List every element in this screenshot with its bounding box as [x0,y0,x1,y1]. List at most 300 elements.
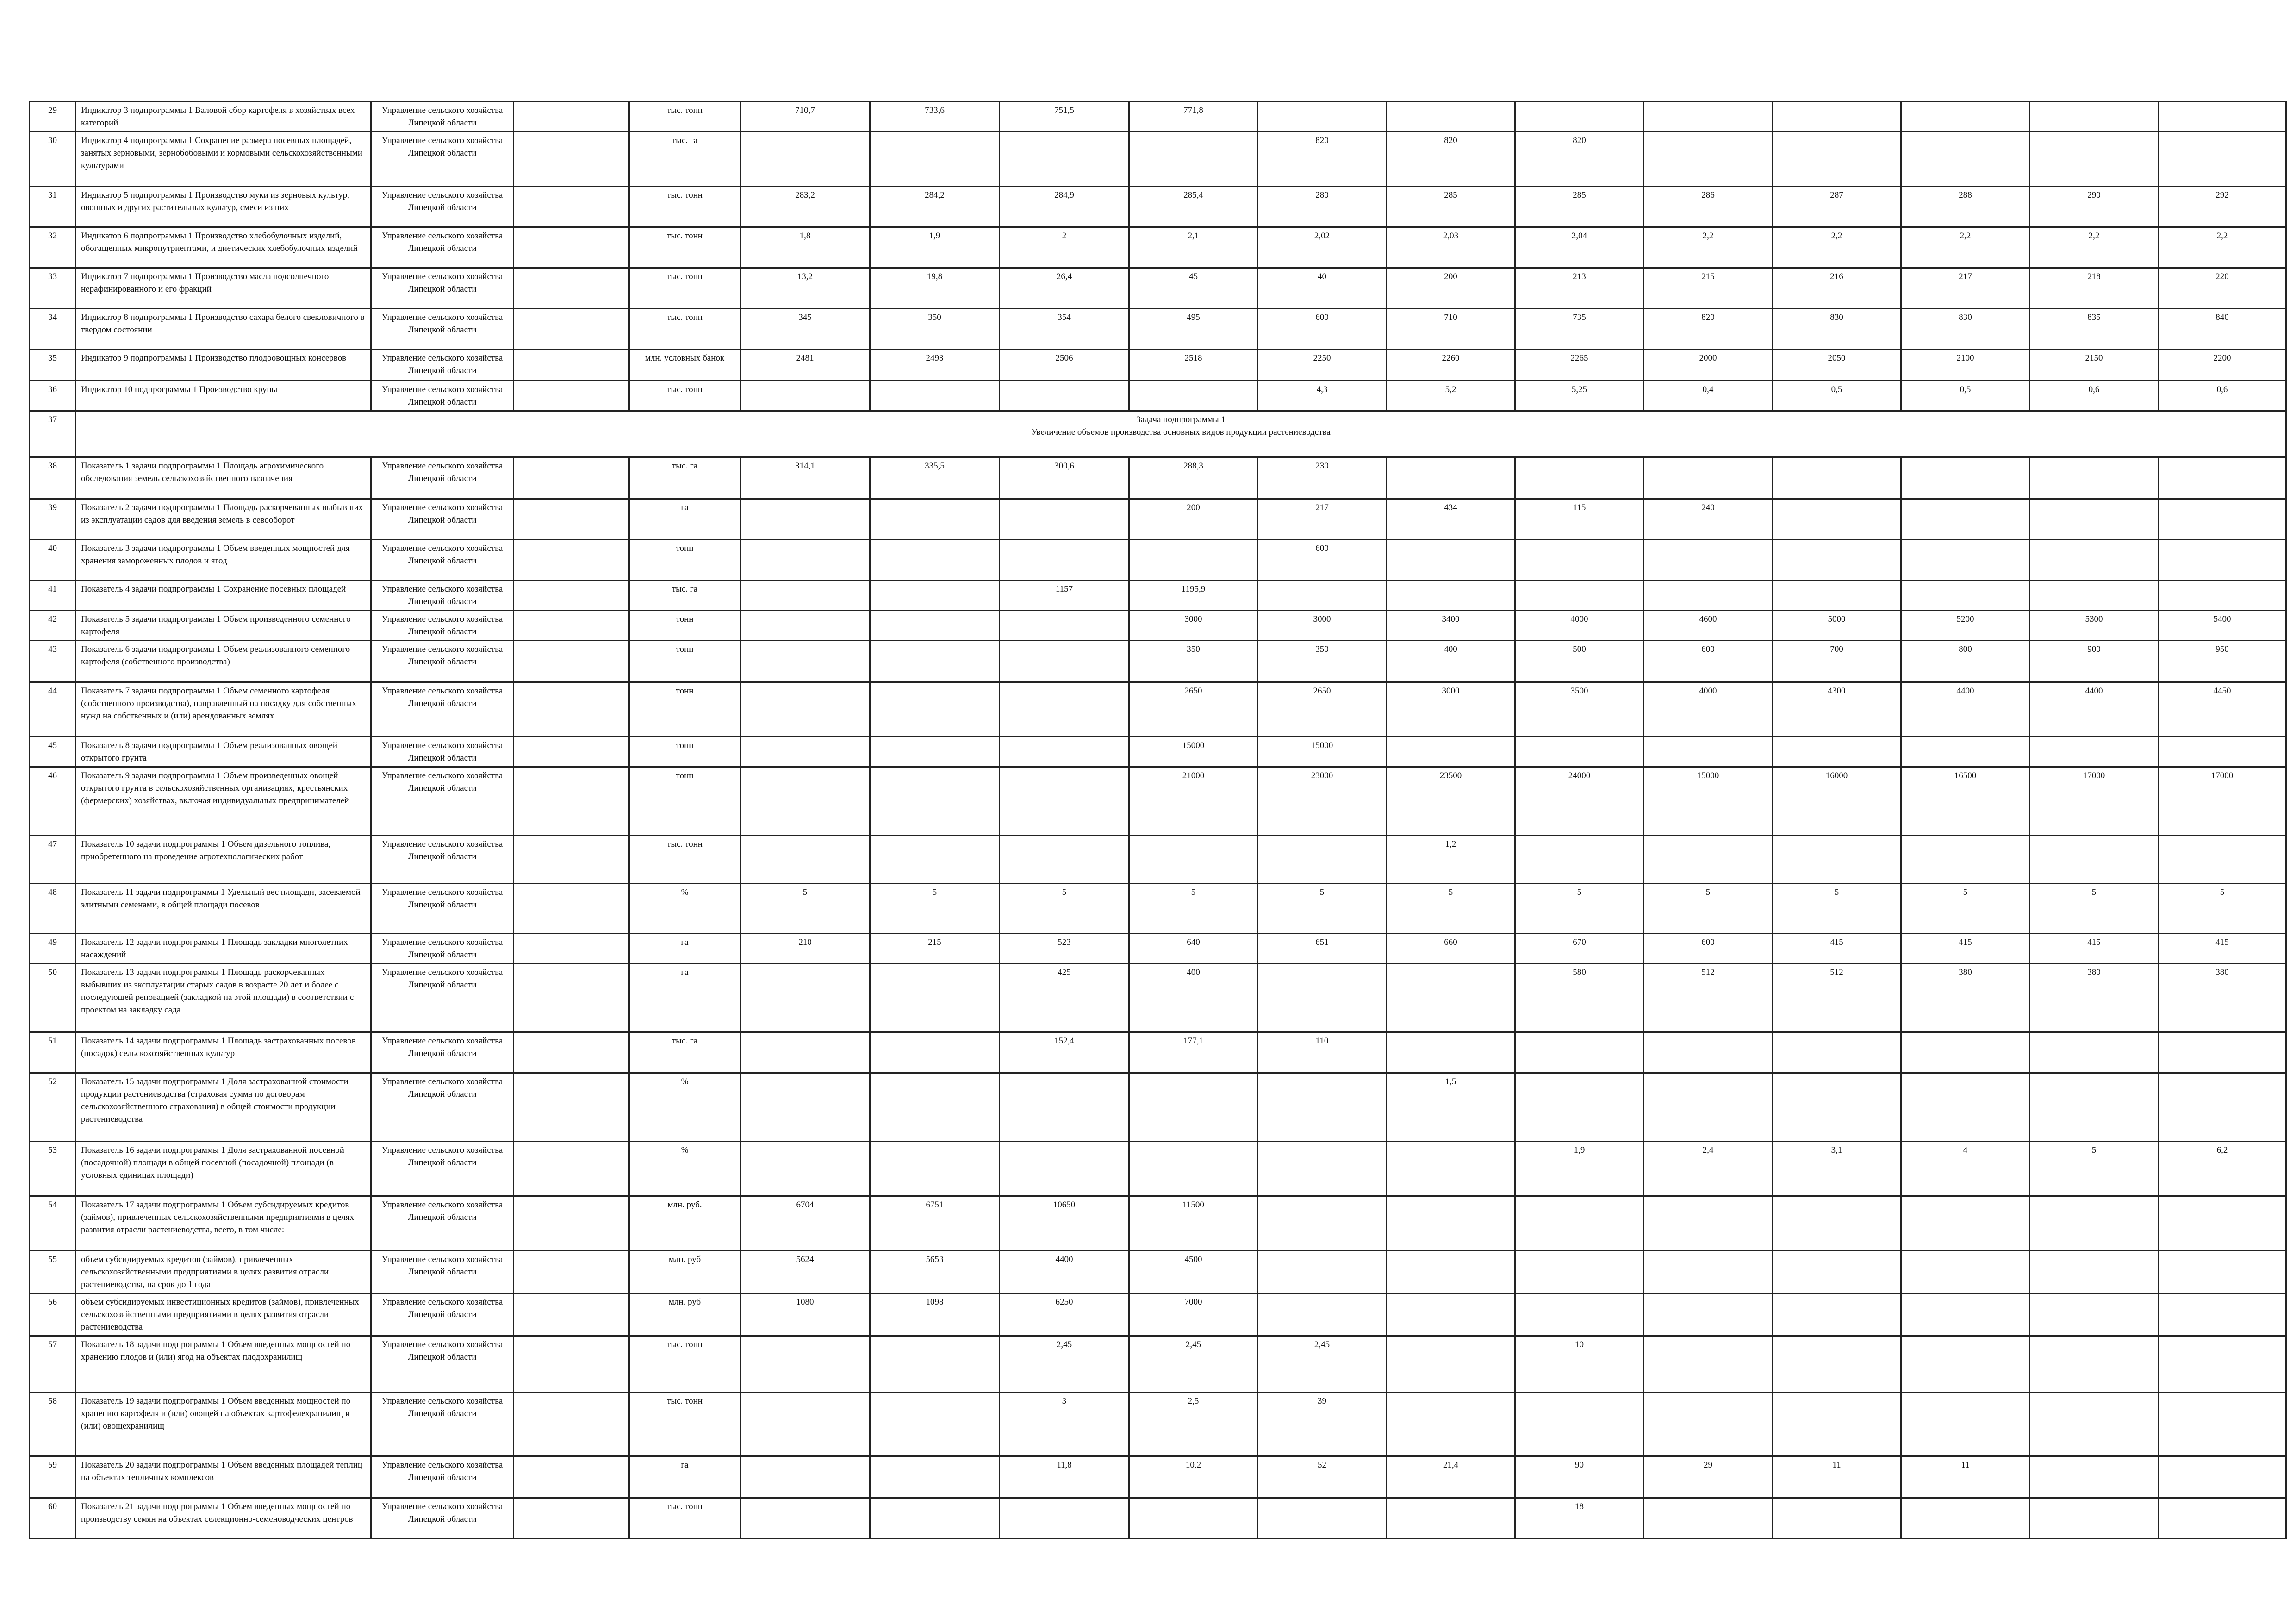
value-cell: 2,5 [1129,1393,1258,1456]
indicator-name: Показатель 17 задачи подпрограммы 1 Объем субсидируемых кредитов (займов), привлеченных сельскохозяйственными предприятиями в целях развития отрасли растениеводства, всего, в том числе: [76,1196,371,1251]
row-number: 39 [30,499,76,540]
value-cell [2159,457,2286,499]
table-row [30,457,2286,499]
value-cell: 415 [2030,934,2159,964]
empty-cell [514,1142,629,1196]
value-cell: 733,6 [870,102,1000,132]
value-cell [1129,381,1258,411]
value-cell: 0,5 [1901,381,2030,411]
value-cell [1901,1251,2030,1293]
value-cell: 350 [1258,641,1387,682]
value-cell [870,641,1000,682]
value-cell: 6250 [1000,1293,1129,1336]
value-cell [1258,1142,1387,1196]
unit-of-measure: млн. руб. [629,1196,740,1251]
value-cell: 5 [1773,884,1901,934]
empty-cell [514,964,629,1032]
value-cell: 512 [1773,964,1901,1032]
value-cell [1258,1196,1387,1251]
value-cell [1000,641,1129,682]
value-cell: 15000 [1258,737,1387,767]
responsible-org: Управление сельского хозяйства Липецкой области [371,1336,514,1393]
value-cell: 2,45 [1000,1336,1129,1393]
value-cell: 292 [2159,187,2286,227]
responsible-org: Управление сельского хозяйства Липецкой области [371,1196,514,1251]
value-cell: 2100 [1901,350,2030,381]
value-cell: 90 [1515,1456,1644,1498]
indicator-name: Показатель 21 задачи подпрограммы 1 Объем введенных мощностей по производству семян на объектах селекционно-семеноводческих центров [76,1498,371,1539]
value-cell: 2,04 [1515,227,1644,268]
value-cell: 640 [1129,934,1258,964]
value-cell [1258,1251,1387,1293]
value-cell: 3400 [1387,611,1515,641]
table-row [30,1336,2286,1393]
value-cell: 3000 [1387,682,1515,737]
unit-of-measure: тыс. тонн [629,227,740,268]
value-cell [1773,540,1901,581]
value-cell [1901,581,2030,611]
value-cell: 5 [1901,884,2030,934]
value-cell: 1,9 [870,227,1000,268]
responsible-org: Управление сельского хозяйства Липецкой области [371,1456,514,1498]
value-cell: 380 [2159,964,2286,1032]
unit-of-measure: тыс. тонн [629,187,740,227]
indicator-name: Показатель 2 задачи подпрограммы 1 Площадь раскорчеванных выбывших из эксплуатации садов для введения земель в севооборот [76,499,371,540]
responsible-org: Управление сельского хозяйства Липецкой области [371,381,514,411]
responsible-org: Управление сельского хозяйства Липецкой области [371,187,514,227]
value-cell [1387,737,1515,767]
value-cell: 4300 [1773,682,1901,737]
value-cell: 17000 [2159,767,2286,836]
unit-of-measure: тыс. тонн [629,1393,740,1456]
value-cell: 350 [1129,641,1258,682]
value-cell: 0,5 [1773,381,1901,411]
value-cell: 5 [870,884,1000,934]
value-cell [1515,581,1644,611]
value-cell: 288,3 [1129,457,1258,499]
responsible-org: Управление сельского хозяйства Липецкой области [371,836,514,884]
unit-of-measure: % [629,1073,740,1142]
value-cell [1644,1293,1773,1336]
value-cell [740,964,870,1032]
value-cell [1901,1498,2030,1539]
empty-cell [514,309,629,350]
value-cell [2159,1196,2286,1251]
value-cell [740,682,870,737]
table-row [30,1032,2286,1073]
value-cell: 4500 [1129,1251,1258,1293]
value-cell [740,641,870,682]
value-cell [2030,132,2159,187]
value-cell [1901,737,2030,767]
value-cell [1258,1293,1387,1336]
value-cell: 110 [1258,1032,1387,1073]
value-cell [1515,1032,1644,1073]
empty-cell [514,581,629,611]
value-cell [2159,132,2286,187]
value-cell [1644,836,1773,884]
value-cell: 6704 [740,1196,870,1251]
indicator-name: Показатель 9 задачи подпрограммы 1 Объем произведенных овощей открытого грунта в сельскохозяйственных организациях, крестьянских (фермерских) хозяйствах, включая индивидуальных предпринимателей [76,767,371,836]
value-cell [1000,1498,1129,1539]
value-cell: 5000 [1773,611,1901,641]
value-cell: 2150 [2030,350,2159,381]
value-cell [1901,1196,2030,1251]
value-cell [2159,1032,2286,1073]
value-cell: 830 [1773,309,1901,350]
value-cell [1000,1073,1129,1142]
value-cell [1515,1196,1644,1251]
value-cell: 5 [740,884,870,934]
indicator-name: Показатель 3 задачи подпрограммы 1 Объем введенных мощностей для хранения замороженных плодов и ягод [76,540,371,581]
value-cell [2030,1251,2159,1293]
row-number: 45 [30,737,76,767]
indicator-name: Показатель 15 задачи подпрограммы 1 Доля застрахованной стоимости продукции растениеводства (страховая сумма по договорам сельскохозяйственного страхования) в общей стоимости продукции растениеводства [76,1073,371,1142]
value-cell [1773,1336,1901,1393]
empty-cell [514,1456,629,1498]
unit-of-measure: тонн [629,540,740,581]
value-cell: 5 [2159,884,2286,934]
value-cell: 5 [2030,1142,2159,1196]
value-cell: 415 [2159,934,2286,964]
value-cell [740,1393,870,1456]
indicator-name: Индикатор 5 подпрограммы 1 Производство муки из зерновых культур, овощных и других растительных культур, смеси из них [76,187,371,227]
value-cell: 240 [1644,499,1773,540]
unit-of-measure: % [629,884,740,934]
value-cell [1901,1393,2030,1456]
value-cell [1901,836,2030,884]
responsible-org: Управление сельского хозяйства Липецкой области [371,499,514,540]
value-cell: 354 [1000,309,1129,350]
value-cell: 19,8 [870,268,1000,309]
value-cell [1773,1393,1901,1456]
empty-cell [514,227,629,268]
value-cell: 6751 [870,1196,1000,1251]
value-cell [2030,1073,2159,1142]
indicator-name: Показатель 13 задачи подпрограммы 1 Площадь раскорчеванных выбывших из эксплуатации старых садов в возрасте 20 лет и более с последующей реновацией (закладкой на этой площади) в соответствии с проектом на закладку сада [76,964,371,1032]
value-cell [740,737,870,767]
value-cell [1387,1251,1515,1293]
responsible-org: Управление сельского хозяйства Липецкой области [371,737,514,767]
responsible-org: Управление сельского хозяйства Липецкой области [371,350,514,381]
value-cell: 2,03 [1387,227,1515,268]
value-cell: 2200 [2159,350,2286,381]
table-row [30,611,2286,641]
value-cell: 11 [1901,1456,2030,1498]
value-cell: 735 [1515,309,1644,350]
empty-cell [514,934,629,964]
value-cell [2030,1336,2159,1393]
value-cell [2030,1498,2159,1539]
value-cell: 287 [1773,187,1901,227]
unit-of-measure: га [629,964,740,1032]
value-cell: 200 [1387,268,1515,309]
value-cell: 3000 [1129,611,1258,641]
value-cell: 1,8 [740,227,870,268]
value-cell [870,737,1000,767]
value-cell [1129,1498,1258,1539]
value-cell: 280 [1258,187,1387,227]
value-cell [870,611,1000,641]
value-cell: 210 [740,934,870,964]
value-cell: 5400 [2159,611,2286,641]
empty-cell [514,1073,629,1142]
value-cell [2030,1032,2159,1073]
table-row [30,268,2286,309]
value-cell [740,1456,870,1498]
value-cell: 5 [2030,884,2159,934]
value-cell [1000,682,1129,737]
value-cell: 4000 [1515,611,1644,641]
row-number: 47 [30,836,76,884]
value-cell: 300,6 [1000,457,1129,499]
value-cell: 39 [1258,1393,1387,1456]
table-row [30,836,2286,884]
value-cell: 16000 [1773,767,1901,836]
table-row [30,1498,2286,1539]
empty-cell [514,499,629,540]
indicator-name: Индикатор 4 подпрограммы 1 Сохранение размера посевных площадей, занятых зерновыми, зернобобовыми и кормовыми сельскохозяйственными культурами [76,132,371,187]
value-cell: 284,2 [870,187,1000,227]
value-cell [1387,964,1515,1032]
responsible-org: Управление сельского хозяйства Липецкой области [371,1142,514,1196]
row-number: 41 [30,581,76,611]
value-cell [1129,836,1258,884]
unit-of-measure: тыс. тонн [629,102,740,132]
value-cell: 415 [1901,934,2030,964]
unit-of-measure: тыс. тонн [629,1498,740,1539]
value-cell [1258,581,1387,611]
value-cell: 15000 [1129,737,1258,767]
responsible-org: Управление сельского хозяйства Липецкой области [371,934,514,964]
value-cell [740,1142,870,1196]
table-row [30,102,2286,132]
row-number: 33 [30,268,76,309]
row-number: 52 [30,1073,76,1142]
value-cell [740,381,870,411]
value-cell: 950 [2159,641,2286,682]
unit-of-measure: тыс. га [629,457,740,499]
value-cell [1129,540,1258,581]
value-cell [2159,499,2286,540]
responsible-org: Управление сельского хозяйства Липецкой области [371,309,514,350]
row-number: 50 [30,964,76,1032]
value-cell [1515,102,1644,132]
row-number: 40 [30,540,76,581]
value-cell [2030,1456,2159,1498]
value-cell [1644,1393,1773,1456]
value-cell [1901,102,2030,132]
value-cell: 285 [1515,187,1644,227]
row-number: 43 [30,641,76,682]
value-cell: 217 [1258,499,1387,540]
value-cell [1644,102,1773,132]
value-cell: 400 [1129,964,1258,1032]
value-cell: 284,9 [1000,187,1129,227]
value-cell: 24000 [1515,767,1644,836]
value-cell: 751,5 [1000,102,1129,132]
value-cell: 177,1 [1129,1032,1258,1073]
value-cell: 2,45 [1129,1336,1258,1393]
row-number: 44 [30,682,76,737]
indicator-name: Индикатор 10 подпрограммы 1 Производство крупы [76,381,371,411]
value-cell: 2493 [870,350,1000,381]
value-cell [1515,457,1644,499]
value-cell [1773,737,1901,767]
value-cell [2030,836,2159,884]
value-cell: 5200 [1901,611,2030,641]
table-row [30,1293,2286,1336]
unit-of-measure: тыс. тонн [629,836,740,884]
value-cell [2159,1498,2286,1539]
empty-cell [514,540,629,581]
indicator-name: Показатель 8 задачи подпрограммы 1 Объем реализованных овощей открытого грунта [76,737,371,767]
table-row [30,581,2286,611]
value-cell: 216 [1773,268,1901,309]
indicator-name: Показатель 14 задачи подпрограммы 1 Площадь застрахованных посевов (посадок) сельскохозяйственных культур [76,1032,371,1073]
value-cell: 5 [1129,884,1258,934]
value-cell: 434 [1387,499,1515,540]
responsible-org: Управление сельского хозяйства Липецкой области [371,1032,514,1073]
value-cell [740,767,870,836]
value-cell [870,682,1000,737]
value-cell [870,1393,1000,1456]
table-row [30,1251,2286,1293]
value-cell: 2250 [1258,350,1387,381]
value-cell [1000,836,1129,884]
empty-cell [514,1336,629,1393]
value-cell: 651 [1258,934,1387,964]
value-cell: 600 [1644,641,1773,682]
value-cell [740,581,870,611]
table-row [30,132,2286,187]
value-cell: 2,2 [1773,227,1901,268]
value-cell: 23000 [1258,767,1387,836]
row-number: 46 [30,767,76,836]
value-cell [1644,1073,1773,1142]
value-cell: 820 [1258,132,1387,187]
empty-cell [514,1293,629,1336]
unit-of-measure: % [629,1142,740,1196]
value-cell [1000,381,1129,411]
indicator-name: объем субсидируемых инвестиционных кредитов (займов), привлеченных сельскохозяйственными предприятиями в целях развития отрасли растениеводства [76,1293,371,1336]
value-cell [740,1498,870,1539]
value-cell: 2,2 [1644,227,1773,268]
value-cell: 215 [870,934,1000,964]
value-cell: 6,2 [2159,1142,2286,1196]
indicator-name: Показатель 19 задачи подпрограммы 1 Объем введенных мощностей по хранению картофеля и (или) овощей на объектах картофелехранилищ и (или) овощехранилищ [76,1393,371,1456]
row-number: 37 [30,411,76,457]
responsible-org: Управление сельского хозяйства Липецкой области [371,1393,514,1456]
table-row [30,641,2286,682]
value-cell [1129,1073,1258,1142]
value-cell [2159,1251,2286,1293]
empty-cell [514,457,629,499]
empty-cell [514,682,629,737]
value-cell [1387,1393,1515,1456]
value-cell: 700 [1773,641,1901,682]
responsible-org: Управление сельского хозяйства Липецкой области [371,268,514,309]
value-cell [2030,540,2159,581]
value-cell: 0,6 [2030,381,2159,411]
value-cell: 5624 [740,1251,870,1293]
value-cell: 660 [1387,934,1515,964]
empty-cell [514,268,629,309]
value-cell [1258,964,1387,1032]
value-cell: 2 [1000,227,1129,268]
indicator-name: Показатель 1 задачи подпрограммы 1 Площадь агрохимического обследования земель сельскохозяйственного назначения [76,457,371,499]
row-number: 57 [30,1336,76,1393]
value-cell [1773,1073,1901,1142]
table-row [30,884,2286,934]
value-cell: 2,2 [1901,227,2030,268]
value-cell [1515,540,1644,581]
value-cell [1000,499,1129,540]
value-cell: 285 [1387,187,1515,227]
unit-of-measure: тыс. тонн [629,381,740,411]
value-cell: 288 [1901,187,2030,227]
value-cell: 290 [2030,187,2159,227]
row-number: 49 [30,934,76,964]
task-header-cell [76,411,2286,457]
value-cell [1515,1293,1644,1336]
value-cell: 21000 [1129,767,1258,836]
indicator-name: Индикатор 9 подпрограммы 1 Производство плодоовощных консервов [76,350,371,381]
value-cell [1901,1073,2030,1142]
value-cell [870,1498,1000,1539]
unit-of-measure: тыс. тонн [629,268,740,309]
value-cell: 2,2 [2159,227,2286,268]
value-cell: 820 [1644,309,1773,350]
value-cell [1387,1032,1515,1073]
value-cell: 820 [1515,132,1644,187]
indicator-name: Индикатор 7 подпрограммы 1 Производство масла подсолнечного нерафинированного и его фракций [76,268,371,309]
value-cell: 2,2 [2030,227,2159,268]
empty-cell [514,1393,629,1456]
responsible-org: Управление сельского хозяйства Липецкой области [371,581,514,611]
value-cell [1387,1498,1515,1539]
value-cell: 3000 [1258,611,1387,641]
value-cell: 350 [870,309,1000,350]
empty-cell [514,1032,629,1073]
value-cell: 600 [1258,540,1387,581]
value-cell [1515,1251,1644,1293]
value-cell [2159,1073,2286,1142]
row-number: 35 [30,350,76,381]
indicator-name: Индикатор 6 подпрограммы 1 Производство хлебобулочных изделий, обогащенных микронутриентами, и диетических хлебобулочных изделий [76,227,371,268]
value-cell: 5,25 [1515,381,1644,411]
value-cell [1129,132,1258,187]
empty-cell [514,102,629,132]
row-number: 38 [30,457,76,499]
value-cell [1773,1293,1901,1336]
value-cell: 52 [1258,1456,1387,1498]
value-cell: 840 [2159,309,2286,350]
empty-cell [514,1196,629,1251]
value-cell [2030,581,2159,611]
value-cell [740,836,870,884]
value-cell: 3,1 [1773,1142,1901,1196]
value-cell: 4400 [2030,682,2159,737]
value-cell: 4600 [1644,611,1773,641]
unit-of-measure: тыс. тонн [629,309,740,350]
value-cell: 11500 [1129,1196,1258,1251]
value-cell [1901,132,2030,187]
value-cell [1644,457,1773,499]
value-cell: 2260 [1387,350,1515,381]
value-cell [2159,1393,2286,1456]
value-cell [1258,102,1387,132]
